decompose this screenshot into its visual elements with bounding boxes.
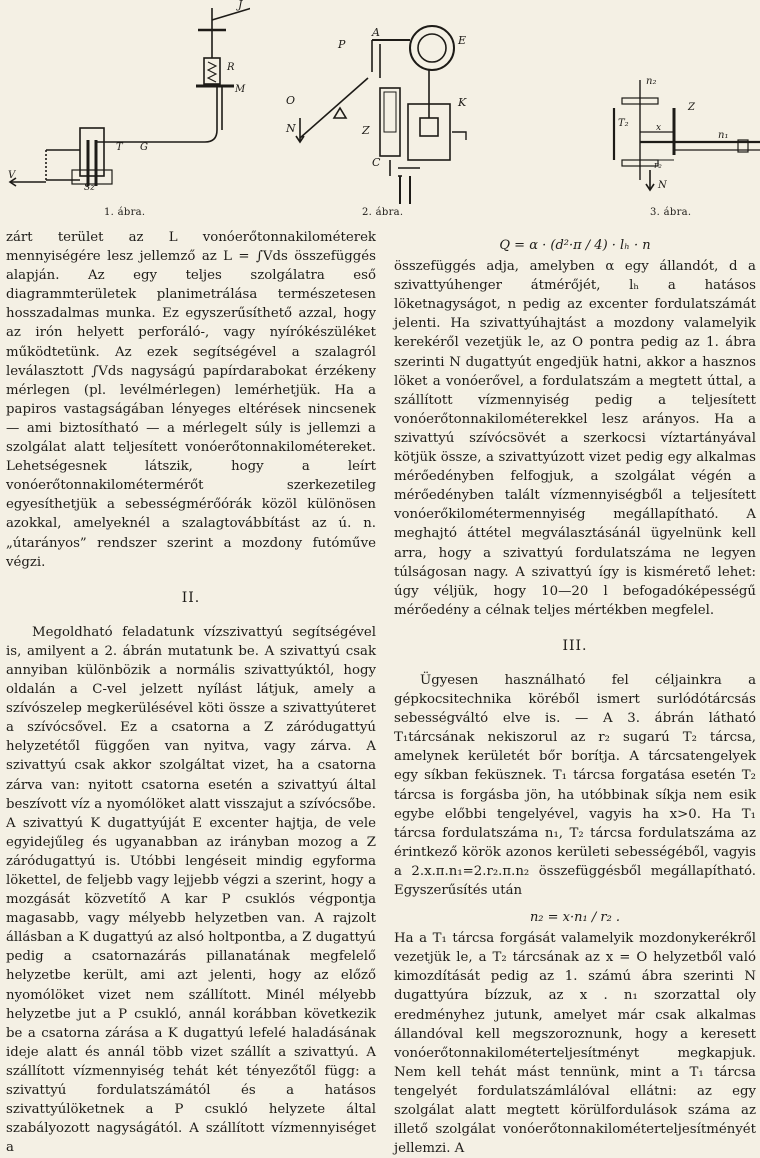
- figure-1-drawing: [0, 0, 250, 205]
- figure-2: [280, 0, 500, 205]
- paragraph-left-2: Megoldható feladatunk vízszivattyú segítségével is, amilyent a 2. ábrán mutatunk be. A szivattyú csak annyiban különbözik a normális szivattyúktól, hogy oldalán a C-vel jelzett nyílást látjuk, amely a szívószelep megkerülésével köti össze a szivattyúteret a szívócsővel. Ez a csatorna a Z záródugattyú helyzetétől függően van nyitva, vagy zárva. A szivattyú csak akkor szolgáltat vizet, ha a csatorna zárva van: nyitott csatorna esetén a szivattyú által beszívott víz a nyomólöket alatt visszajut a szívócsőbe. A szivattyú K dugattyúját E excenter hajtja, de vele egyidejűleg és ugyanabban az irányban mozog a Z záródugattyú is. Utóbbi lengéseit mindig egyforma lökettel, de feljebb vagy lejjebb végzi a szerint, hogy a mozgását közvetítő A kar P csuklós végpontja magasabb, vagy mélyebb helyzetben van. A rajzolt állásban a K dugattyú az alsó holtpontba, a Z dugattyú pedig a csatornazárás pillanatának megfelelő helyzetbe került, ami azt jelenti, hogy az előző nyomólöket vizet nem szállított. Minél mélyebb helyzetbe jut a P csukló, annál korábban következik be a csatorna zárása a K dugattyú lefelé haladásának ideje alatt és annál több vizet szállít a szivattyú. A szállított vízmennyiség tehát két tényezőtől függ: a szivattyú fordulatszámától és a hatásos szivattyúlöketnek a P csukló helyzete által szabályozott nagyságától. A szállított vízmennyiséget a: [6, 624, 376, 1156]
- fig2-label-E: E: [458, 34, 467, 47]
- paragraph-right-2: Ügyesen használható fel céljainkra a gépkocsitechnika köréből ismert surlódótárcsás sebességváltó elve is. — A 3. ábrán látható T₁tárcsának nekiszorul az r₂ sugarú T₂ tárcsa, amelynek kerületét bőr borítja. A tárcsatengelyek egy síkban feküsznek. T₁ tárcsa forgatása esetén T₂ tárcsa is forgásba jön, ha utóbbinak síkja nem esik egybe előbbi tengelyével, vagyis ha x>0. Ha T₁ tárcsa fordulatszáma n₁, T₂ tárcsa fordulatszáma az érintkező körök azonos kerületi sebességéből, vagyis a 2.x.π.n₁=2.r₂.π.n₂ összefüggésből megállapítható. Egyszerűsítés után: [394, 672, 756, 898]
- figure-2-drawing: [280, 0, 500, 205]
- section-heading-ii: II.: [181, 589, 201, 606]
- fig2-label-C: C: [372, 156, 381, 169]
- figure-3: [570, 0, 760, 205]
- fig1-label-J: J: [238, 0, 243, 11]
- figures-strip: [0, 0, 760, 222]
- fig3-label-r2: r₂: [654, 161, 662, 171]
- fig2-label-N: N: [286, 122, 296, 135]
- fig1-label-R: R: [227, 62, 235, 73]
- fig1-label-G: G: [140, 142, 148, 153]
- fig2-label-O: O: [286, 94, 296, 107]
- figure-2-caption: 2. ábra.: [362, 207, 404, 218]
- figure-3-caption: 3. ábra.: [650, 207, 692, 218]
- fig2-label-K: K: [458, 96, 467, 109]
- fig3-label-n1: n₁: [718, 130, 729, 141]
- fig2-label-P: P: [338, 38, 346, 51]
- paragraph-left-1: zárt terület az L vonóerőtonnakilométerek mennyiségére lesz jellemző az L = ∫Vds összefüggés alapján. Az egy teljes szolgálatra eső diagrammterületek planimetrálása természetesen hosszadalmas munka. Ez egyszerűsíthető azzal, hogy az irón helyett perforáló-, vagy nyírókészüléket működtetünk. Az ezek segítségével a szalagról leválasztott ∫Vds nagyságú papírdarabokat érzékeny mérlegen (pl. levélmérlegen) lemérhetjük. Ha a papiros vastagságában lényeges eltérések nincsenek — ami biztosítható — a mérlegelt súly is jellemzi a szolgálat alatt teljesített vonóerőtonnakilométereket. Lehetségesnek látszik, hogy a leírt vonóerőtonnakilométermérőt szerkezetileg egyesíthetjük a sebességmérőórák közöl különösen azokkal, amelyeknél a szalagtovábbítást az ú. n. „útarányos” rendszer szerint a mozdony futóműve végzi.: [6, 230, 376, 570]
- formula-q: Q = α · (d²·π / 4) · lₕ · n: [499, 238, 651, 253]
- fig3-label-N: N: [658, 180, 667, 191]
- fig1-label-M: M: [235, 84, 246, 95]
- fig2-label-A: A: [372, 26, 380, 39]
- fig3-label-T2: T₂: [618, 118, 629, 129]
- fig2-label-Z: Z: [362, 124, 370, 137]
- fig1-label-T: T: [116, 142, 123, 153]
- section-heading-iii: III.: [562, 637, 588, 654]
- fig1-label-V: V: [8, 170, 16, 181]
- left-column: [6, 228, 376, 1157]
- fig3-label-x: x: [656, 123, 662, 133]
- fig3-label-n2: n₂: [646, 76, 657, 87]
- figure-1: [0, 0, 250, 205]
- figure-1-caption: 1. ábra.: [104, 207, 146, 218]
- paragraph-right-1: összefüggés adja, amelyben α egy állandót, d a szivattyúhenger átmérőjét, lₕ a hatásos löketnagyságot, n pedig az excenter fordulatszámát jelenti. Ha szivattyúhajtást a mozdony valamelyik kerekéről vezetjük le, az O pontra pedig az 1. ábra szerinti N dugattyút engedjük hatni, akkor a hasznos löket a vonóerővel, a fordulatszám a megtett úttal, a szállított vízmennyiség pedig a teljesített vonóerőtonnakilométerekkel lesz arányos. Ha a szivattyú szívócsövét a szerkocsi víztartányával kötjük össze, a szivattyúzott vizet pedig egy alkalmas mérőedényben felfogjuk, a szolgálat végén a mérőedényben talált vízmennyiségből a teljesített vonóerőkilométermennyiség megállapítható. A meghajtó áttétel megválasztásánál ügyelnünk kell arra, hogy a szivattyú fordulatszáma ne legyen túlságosan nagy. A szivattyú így is kismérető lehet: úgy véljük, hogy 10—20 l befogadóképességű mérőedény a célnak teljes mértékben megfelel.: [394, 259, 756, 618]
- fig1-label-Sz: Sz: [84, 183, 95, 193]
- fig3-label-Z: Z: [688, 102, 695, 113]
- formula-n2: n₂ = x·n₁ / r₂ .: [529, 910, 621, 926]
- paragraph-right-3: Ha a T₁ tárcsa forgását valamelyik mozdonykerékről vezetjük le, a T₂ tárcsának az x = O helyzetből való kimozdítását pedig az 1. számú ábra szerinti N dugattyúra bízzuk, az x . n₁ szorzattal oly eredményhez jutunk, amelyet már csak alkalmas állandóval kell megszoroznunk, hogy a keresett vonóerőtonnakilométerteljesítményt megkapjuk. Nem kell tehát mást tennünk, mint a T₁ tárcsa tengelyét fordulatszámlálóval ellátni: az egy szolgálat alatt megtett körülfordulások száma az illető szolgálat vonóerőtonnakilométerteljesítményét jellemzi. A: [394, 931, 756, 1157]
- right-column: [394, 228, 756, 1158]
- figure-3-drawing: [570, 0, 760, 205]
